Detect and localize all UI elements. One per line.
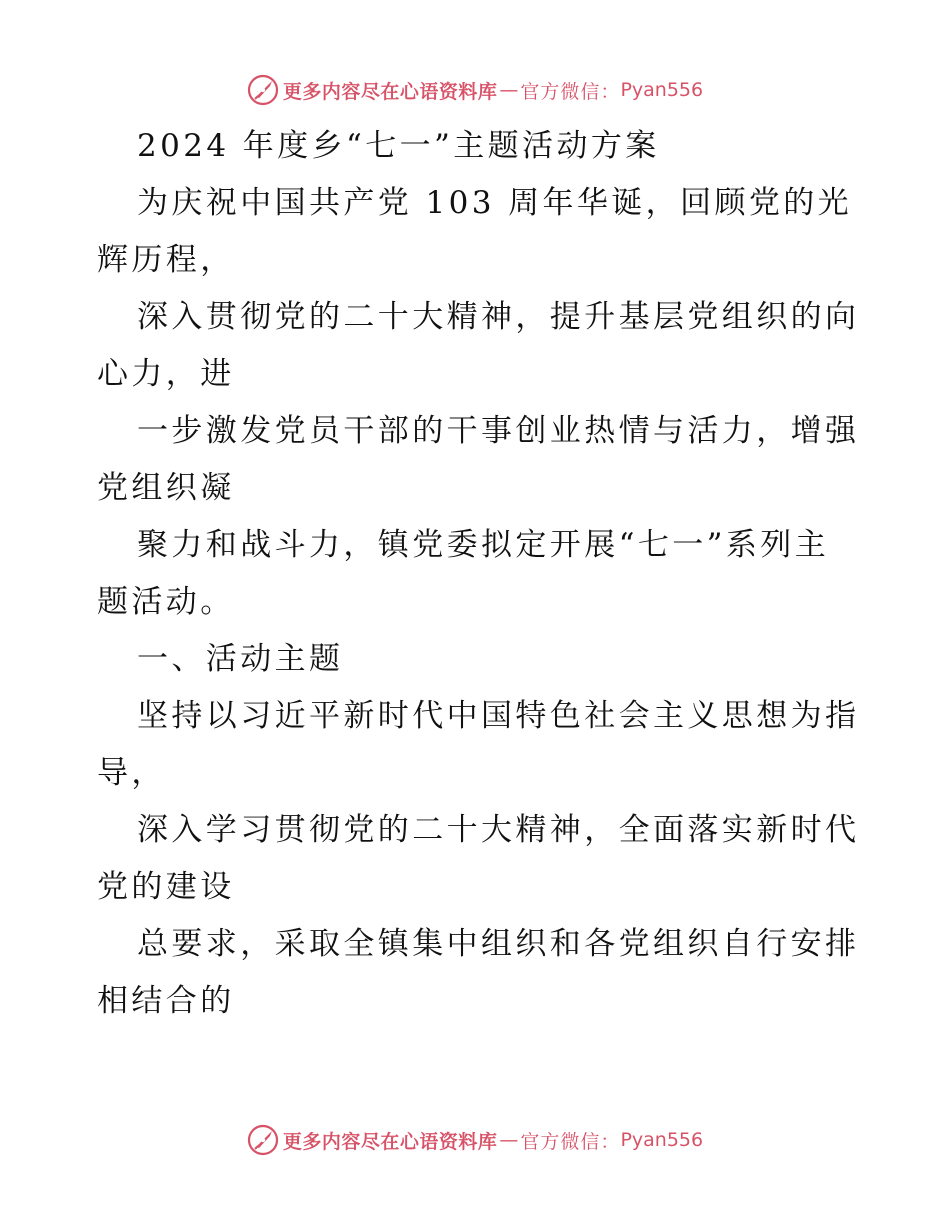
paragraph-line: 为庆祝中国共产党 103 周年华诞，回顾党的光 (137, 185, 853, 221)
paragraph-line: 心力，进 (97, 356, 235, 392)
paragraph-line: 聚力和战斗力，镇党委拟定开展“七一”系列主 (137, 527, 830, 563)
paragraph-line: 坚持以习近平新时代中国特色社会主义思想为指 (137, 698, 860, 734)
quill-logo-icon (247, 1124, 279, 1156)
paragraph-line: 题活动。 (97, 584, 235, 620)
paragraph-line: 党的建设 (97, 869, 235, 905)
paragraph-line: 深入学习贯彻党的二十大精神，全面落实新时代 (137, 812, 860, 848)
document-body (97, 118, 860, 1030)
paragraph-line: 一步激发党员干部的干事创业热情与活力，增强 (137, 413, 860, 449)
paragraph-line: 党组织凝 (97, 470, 235, 506)
paragraph-line: 相结合的 (97, 983, 235, 1019)
document-title: 2024 年度乡“七一”主题活动方案 (137, 128, 660, 164)
watermark-wechat-label: 官方微信： (520, 80, 621, 103)
section-heading: 一、活动主题 (137, 641, 344, 677)
watermark-separator: — (499, 1129, 519, 1151)
watermark-separator: — (499, 79, 519, 101)
paragraph-line: 总要求，采取全镇集中组织和各党组织自行安排 (137, 926, 860, 962)
watermark-wechat-id: Pyan556 (620, 1129, 704, 1151)
quill-logo-icon (247, 74, 279, 106)
paragraph-line: 辉历程， (97, 242, 235, 278)
footer-watermark (0, 1123, 950, 1157)
paragraph-line: 导， (97, 755, 166, 791)
watermark-text: 更多内容尽在心语资料库 (282, 1130, 498, 1153)
watermark-wechat-id: Pyan556 (620, 79, 704, 101)
header-watermark (0, 73, 950, 107)
paragraph-line: 深入贯彻党的二十大精神，提升基层党组织的向 (137, 299, 860, 335)
watermark-wechat-label: 官方微信： (520, 1130, 621, 1153)
watermark-text: 更多内容尽在心语资料库 (282, 80, 498, 103)
